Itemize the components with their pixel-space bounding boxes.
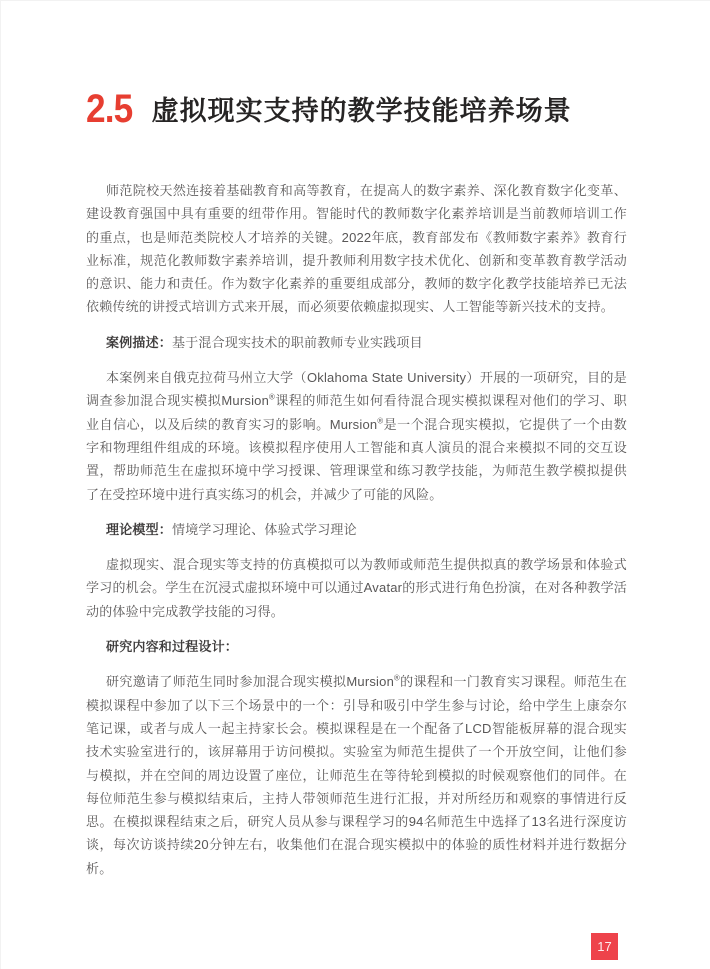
case-description-line bbox=[86, 331, 627, 354]
intro-paragraph: 师范院校天然连接着基础教育和高等教育，在提高人的数字素养、深化教育数字化变革、建设教育强国中具有重要的纽带作用。智能时代的教师数字化素养培训是当前教师培训工作的重点，也是师范类院校人才培养的关键。2022年底，教育部发布《教师数字素养》教育行业标准，规范化教师数字素养培训，提升教师利用数字技术优化、创新和变革教育教学活动的意识、能力和责任。作为数字化素养的重要组成部分，教师的数字化教学技能培养已无法依赖传统的讲授式培训方式来开展，而必须要依赖虚拟现实、人工智能等新兴技术的支持。 bbox=[86, 183, 627, 315]
research-design-line bbox=[86, 635, 627, 658]
research-paragraph: 研究邀请了师范生同时参加混合现实模拟Mursion®的课程和一门教育实习课程。师范生在模拟课程中参加了以下三个场景中的一个：引导和吸引中学生参与讨论，给中学生上康奈尔笔记课，或者与成人一起主持家长会。模拟课程是在一个配备了LCD智能板屏幕的混合现实技术实验室进行的，该屏幕用于访问模拟。实验室为师范生提供了一个开放空间，让他们参与模拟，并在空间的周边设置了座位，让师范生在等待轮到模拟的时候观察他们的同伴。在每位师范生参与模拟结束后，主持人带领师范生进行汇报，并对所经历和观察的事情进行反思。在模拟课程结束之后，研究人员从参与课程学习的94名师范生中选择了13名进行深度访谈，每次访谈持续20分钟左右，收集他们在混合现实模拟中的体验的质性材料并进行数据分析。 bbox=[86, 674, 627, 876]
theory-model-text: 情境学习理论、体验式学习理论 bbox=[172, 521, 357, 537]
page-number: 17 bbox=[597, 939, 612, 954]
section-heading bbox=[1, 1, 710, 129]
section-number: 2.5 bbox=[86, 87, 133, 131]
page-content bbox=[1, 129, 710, 880]
theory-paragraph: 虚拟现实、混合现实等支持的仿真模拟可以为教师或师范生提供拟真的教学场景和体验式学习的机会。学生在沉浸式虚拟环境中可以通过Avatar的形式进行角色扮演，在对各种教学活动的体验中完成教学技能的习得。 bbox=[86, 557, 627, 619]
theory-model-label: 理论模型： bbox=[106, 521, 173, 537]
section-title: 虚拟现实支持的教学技能培养场景 bbox=[151, 96, 572, 127]
research-design-label: 研究内容和过程设计： bbox=[106, 639, 239, 655]
case-description-label: 案例描述： bbox=[106, 334, 173, 350]
theory-model-line bbox=[86, 518, 627, 541]
case-paragraph: 本案例来自俄克拉荷马州立大学（Oklahoma State University）开展的一项研究，目的是调查参加混合现实模拟Mursion®课程的师范生如何看待混合现实模拟课程对他们的学习、职业自信心，以及后续的教育实习的影响。Mursion®是一个混合现实模拟，它提供了一个由数字和物理组件组成的环境。该模拟程序使用人工智能和真人演员的混合来模拟不同的交互设置，帮助师范生在虚拟环境中学习授课、管理课堂和练习教学技能，为师范生教学模拟提供了在受控环境中进行真实练习的机会，并减少了可能的风险。 bbox=[86, 370, 627, 502]
case-description-text: 基于混合现实技术的职前教师专业实践项目 bbox=[172, 334, 423, 350]
page-number-badge bbox=[591, 933, 618, 960]
